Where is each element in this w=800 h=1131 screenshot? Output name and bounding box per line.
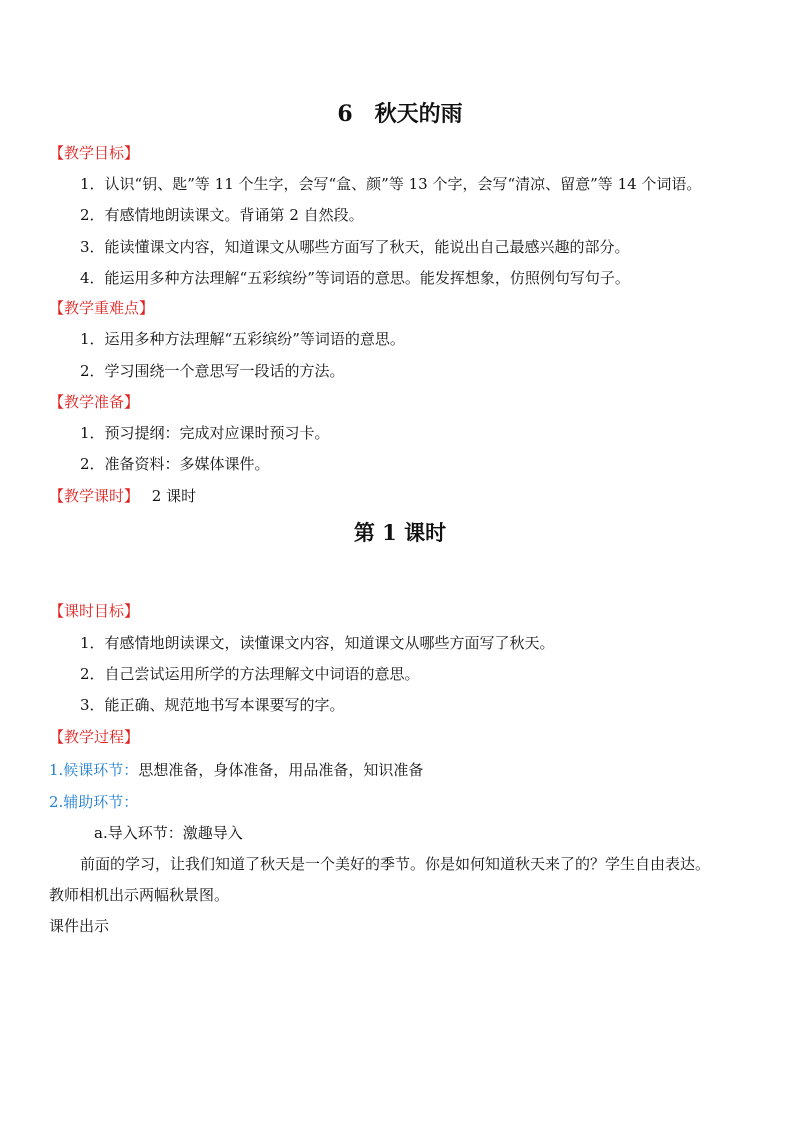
hours-value: 2 课时 <box>151 487 197 505</box>
preparation-heading: 【教学准备】 <box>49 393 140 411</box>
key-point-item-1: 1．运用多种方法理解“五彩缤纷”等词语的意思。 <box>80 330 405 348</box>
goal-item-4: 4．能运用多种方法理解“五彩缤纷”等词语的意思。能发挥想象，仿照例句写句子。 <box>80 269 630 287</box>
hours-heading: 【教学课时】 <box>49 487 140 505</box>
lesson-goal-item-1: 1．有感情地朗读课文，读懂课文内容，知道课文从哪些方面写了秋天。 <box>80 634 555 652</box>
lesson-goals-heading: 【课时目标】 <box>49 602 140 620</box>
paragraph-3: 课件出示 <box>49 917 110 935</box>
key-point-item-2: 2．学习围绕一个意思写一段话的方法。 <box>80 362 345 380</box>
step1-line <box>49 760 423 780</box>
goal-item-1: 1．认识“钥、匙”等 11 个生字，会写“盒、颜”等 13 个字，会写“清凉、留意”等 14 个词语。 <box>80 175 702 193</box>
goals-heading: 【教学目标】 <box>49 144 140 162</box>
paragraph-2: 教师相机出示两幅秋景图。 <box>49 886 230 904</box>
step2-label: 2.辅助环节： <box>49 793 139 811</box>
process-heading: 【教学过程】 <box>49 728 140 746</box>
hours-line <box>49 486 196 506</box>
lesson-goal-item-2: 2．自己尝试运用所学的方法理解文中词语的意思。 <box>80 665 420 683</box>
step1-label: 1.候课环节： <box>49 761 139 779</box>
sub-step-a: a.导入环节：激趣导入 <box>94 824 243 842</box>
step1-text: 思想准备，身体准备，用品准备，知识准备 <box>138 761 424 779</box>
lesson-goal-item-3: 3．能正确、规范地书写本课要写的字。 <box>80 696 345 714</box>
lesson-title: 第 1 课时 <box>353 520 447 545</box>
preparation-item-1: 1．预习提纲：完成对应课时预习卡。 <box>80 424 330 442</box>
paragraph-1: 前面的学习，让我们知道了秋天是一个美好的季节。你是如何知道秋天来了的？学生自由表达。 <box>80 855 711 873</box>
goal-item-3: 3．能读懂课文内容，知道课文从哪些方面写了秋天，能说出自己最感兴趣的部分。 <box>80 238 630 256</box>
key-points-heading: 【教学重难点】 <box>49 299 155 317</box>
goal-item-2: 2．有感情地朗读课文。背诵第 2 自然段。 <box>80 206 364 224</box>
preparation-item-2: 2．准备资料：多媒体课件。 <box>80 455 270 473</box>
document-title: 6 秋天的雨 <box>337 101 463 127</box>
